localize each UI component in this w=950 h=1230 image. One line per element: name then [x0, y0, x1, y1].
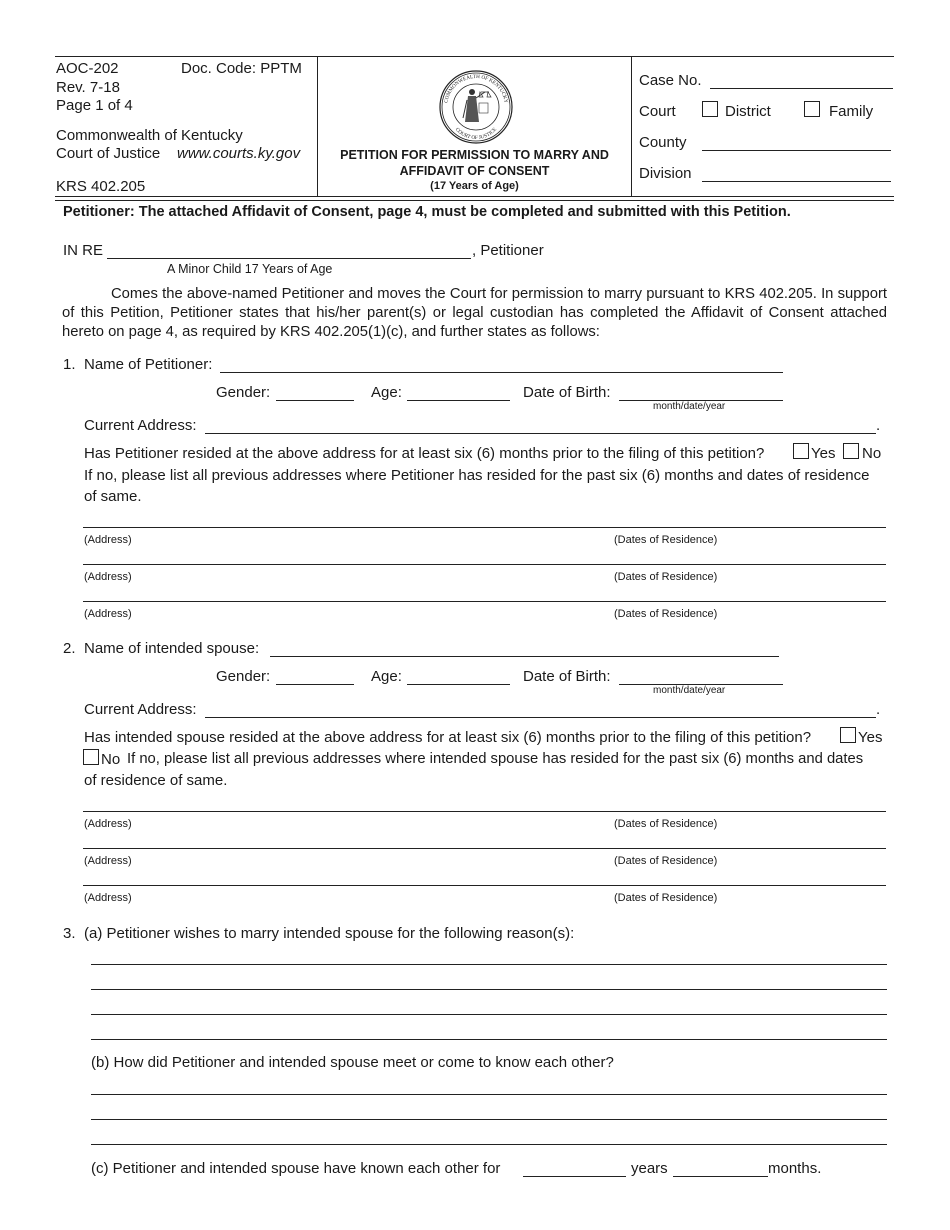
spouse-gender-label: Gender:	[216, 668, 271, 685]
form-title-line2: AFFIDAVIT OF CONSENT	[399, 164, 550, 178]
seal-top-text: COMMONWEALTH OF KENTUCKY	[443, 73, 509, 104]
court-of-justice-label: Court of Justice	[56, 145, 161, 162]
petitioner-address-label: Current Address:	[84, 417, 197, 434]
how-met-answer-line[interactable]	[91, 1119, 887, 1120]
spouse-prev-dates-caption: (Dates of Residence)	[614, 855, 718, 867]
spouse-residence-yes-label: Yes	[858, 729, 883, 746]
in-re-name-field[interactable]	[107, 242, 471, 259]
form-revision: Rev. 7-18	[56, 79, 120, 96]
in-re-petitioner-suffix: , Petitioner	[472, 242, 544, 259]
spouse-prev-dates-caption: (Dates of Residence)	[614, 892, 718, 904]
reasons-answer-line[interactable]	[91, 964, 887, 965]
petitioner-prev-dates-caption: (Dates of Residence)	[614, 534, 718, 546]
spouse-residence-no-checkbox[interactable]	[83, 749, 99, 765]
spouse-residence-yes-checkbox[interactable]	[840, 727, 856, 743]
spouse-name-label: Name of intended spouse:	[84, 640, 260, 657]
spouse-gender-field[interactable]	[276, 668, 354, 685]
reasons-answer-line[interactable]	[91, 1039, 887, 1040]
statute-reference: KRS 402.205	[56, 178, 146, 195]
petitioner-residence-no-label: No	[862, 445, 882, 462]
county-label: County	[639, 134, 687, 151]
court-seal	[437, 70, 515, 144]
reasons-answer-line[interactable]	[91, 989, 887, 990]
spouse-residence-question: Has intended spouse resided at the above address for at least six (6) months prior to the filing of this petition?	[84, 729, 812, 746]
reasons-question: (a) Petitioner wishes to marry intended spouse for the following reason(s):	[84, 925, 575, 942]
district-label: District	[725, 103, 771, 120]
spouse-age-label: Age:	[371, 668, 402, 685]
petitioner-dob-field[interactable]	[619, 384, 783, 401]
reasons-answer-line[interactable]	[91, 1014, 887, 1015]
spouse-prev-dates-caption: (Dates of Residence)	[614, 818, 718, 830]
in-re-label: IN RE	[63, 242, 104, 259]
petitioner-prev-dates-caption: (Dates of Residence)	[614, 571, 718, 583]
petitioner-prev-address-caption: (Address)	[84, 571, 132, 583]
page-number: Page 1 of 4	[56, 97, 133, 114]
spouse-dob-hint: month/date/year	[653, 685, 726, 696]
spouse-residence-no-label: No	[101, 751, 121, 768]
division-field[interactable]	[702, 165, 891, 182]
header-bottom-border-double	[55, 200, 894, 201]
family-label: Family	[829, 103, 874, 120]
header-top-border	[55, 56, 894, 57]
petitioner-gender-label: Gender:	[216, 384, 271, 401]
district-checkbox[interactable]	[702, 101, 718, 117]
spouse-name-field[interactable]	[270, 640, 779, 657]
section3-number: 3.	[63, 925, 76, 942]
header-divider-right	[631, 56, 632, 196]
petitioner-prev-address-caption: (Address)	[84, 534, 132, 546]
spouse-address-period: .	[876, 701, 881, 718]
petitioner-prev-dates-caption: (Dates of Residence)	[614, 608, 718, 620]
doc-code: Doc. Code: PPTM	[181, 60, 302, 77]
petitioner-prev-address-line[interactable]	[83, 527, 886, 528]
petitioner-dob-label: Date of Birth:	[523, 384, 611, 401]
seal-bottom-text: COURT OF JUSTICE	[453, 126, 499, 142]
family-checkbox[interactable]	[804, 101, 820, 117]
how-met-answer-line[interactable]	[91, 1094, 887, 1095]
spouse-prev-address-caption: (Address)	[84, 818, 132, 830]
form-title-subtitle: (17 Years of Age)	[430, 180, 519, 192]
petitioner-name-field[interactable]	[220, 356, 783, 373]
petitioner-name-label: Name of Petitioner:	[84, 356, 213, 373]
petitioner-age-field[interactable]	[407, 384, 510, 401]
how-met-answer-line[interactable]	[91, 1144, 887, 1145]
spouse-prev-address-caption: (Address)	[84, 892, 132, 904]
case-number-label: Case No.	[639, 72, 702, 89]
spouse-residence-followup-line2: of residence of same.	[84, 772, 228, 789]
spouse-age-field[interactable]	[407, 668, 510, 685]
intro-text: Comes the above-named Petitioner and moves the Court for permission to marry pursuant to KRS 402.205. In support of this Petition, Petitioner states that his/her parent(s) or legal custodian has completed the Affidavit of Consent attached hereto on page 4, as required by KRS 402.205(1)(c), and further states as follows:	[62, 286, 887, 340]
petitioner-prev-address-line[interactable]	[83, 601, 886, 602]
court-label: Court	[639, 103, 676, 120]
known-months-label: months.	[768, 1160, 822, 1177]
intro-paragraph	[62, 285, 887, 342]
petitioner-residence-followup-line1: If no, please list all previous addresses where Petitioner has resided for the past six (6) months and dates of residence	[84, 467, 870, 484]
petitioner-address-field[interactable]	[205, 417, 876, 434]
spouse-prev-address-line[interactable]	[83, 848, 886, 849]
petitioner-prev-address-line[interactable]	[83, 564, 886, 565]
petitioner-residence-question: Has Petitioner resided at the above address for at least six (6) months prior to the filing of this petition?	[84, 445, 765, 462]
petitioner-residence-followup-line2: of same.	[84, 488, 142, 505]
petitioner-residence-yes-checkbox[interactable]	[793, 443, 809, 459]
spouse-dob-field[interactable]	[619, 668, 783, 685]
section1-number: 1.	[63, 356, 76, 373]
petitioner-address-period: .	[876, 417, 881, 434]
known-months-field[interactable]	[673, 1160, 768, 1177]
petitioner-notice: Petitioner: The attached Affidavit of Consent, page 4, must be completed and submitted with this Petition.	[63, 204, 791, 220]
form-title-line1: PETITION FOR PERMISSION TO MARRY AND	[340, 148, 609, 162]
county-field[interactable]	[702, 134, 891, 151]
spouse-dob-label: Date of Birth:	[523, 668, 611, 685]
petitioner-prev-address-caption: (Address)	[84, 608, 132, 620]
known-years-field[interactable]	[523, 1160, 626, 1177]
petitioner-age-label: Age:	[371, 384, 402, 401]
spouse-prev-address-line[interactable]	[83, 885, 886, 886]
spouse-address-field[interactable]	[205, 701, 876, 718]
case-number-field[interactable]	[710, 72, 893, 89]
known-years-label: years	[631, 1160, 668, 1177]
commonwealth-label: Commonwealth of Kentucky	[56, 127, 243, 144]
section2-number: 2.	[63, 640, 76, 657]
division-label: Division	[639, 165, 692, 182]
spouse-address-label: Current Address:	[84, 701, 197, 718]
header-bottom-border	[55, 196, 894, 197]
petitioner-gender-field[interactable]	[276, 384, 354, 401]
courts-website: www.courts.ky.gov	[177, 145, 301, 162]
how-met-question: (b) How did Petitioner and intended spouse meet or come to know each other?	[91, 1054, 614, 1071]
petitioner-residence-no-checkbox[interactable]	[843, 443, 859, 459]
petitioner-residence-yes-label: Yes	[811, 445, 836, 462]
spouse-prev-address-line[interactable]	[83, 811, 886, 812]
spouse-residence-followup-line1: If no, please list all previous addresses where intended spouse has resided for the past six (6) months and dates	[127, 751, 864, 767]
known-duration-label: (c) Petitioner and intended spouse have known each other for	[91, 1160, 501, 1177]
in-re-caption: A Minor Child 17 Years of Age	[167, 262, 333, 276]
petitioner-dob-hint: month/date/year	[653, 401, 726, 412]
spouse-prev-address-caption: (Address)	[84, 855, 132, 867]
form-number: AOC-202	[56, 60, 119, 77]
